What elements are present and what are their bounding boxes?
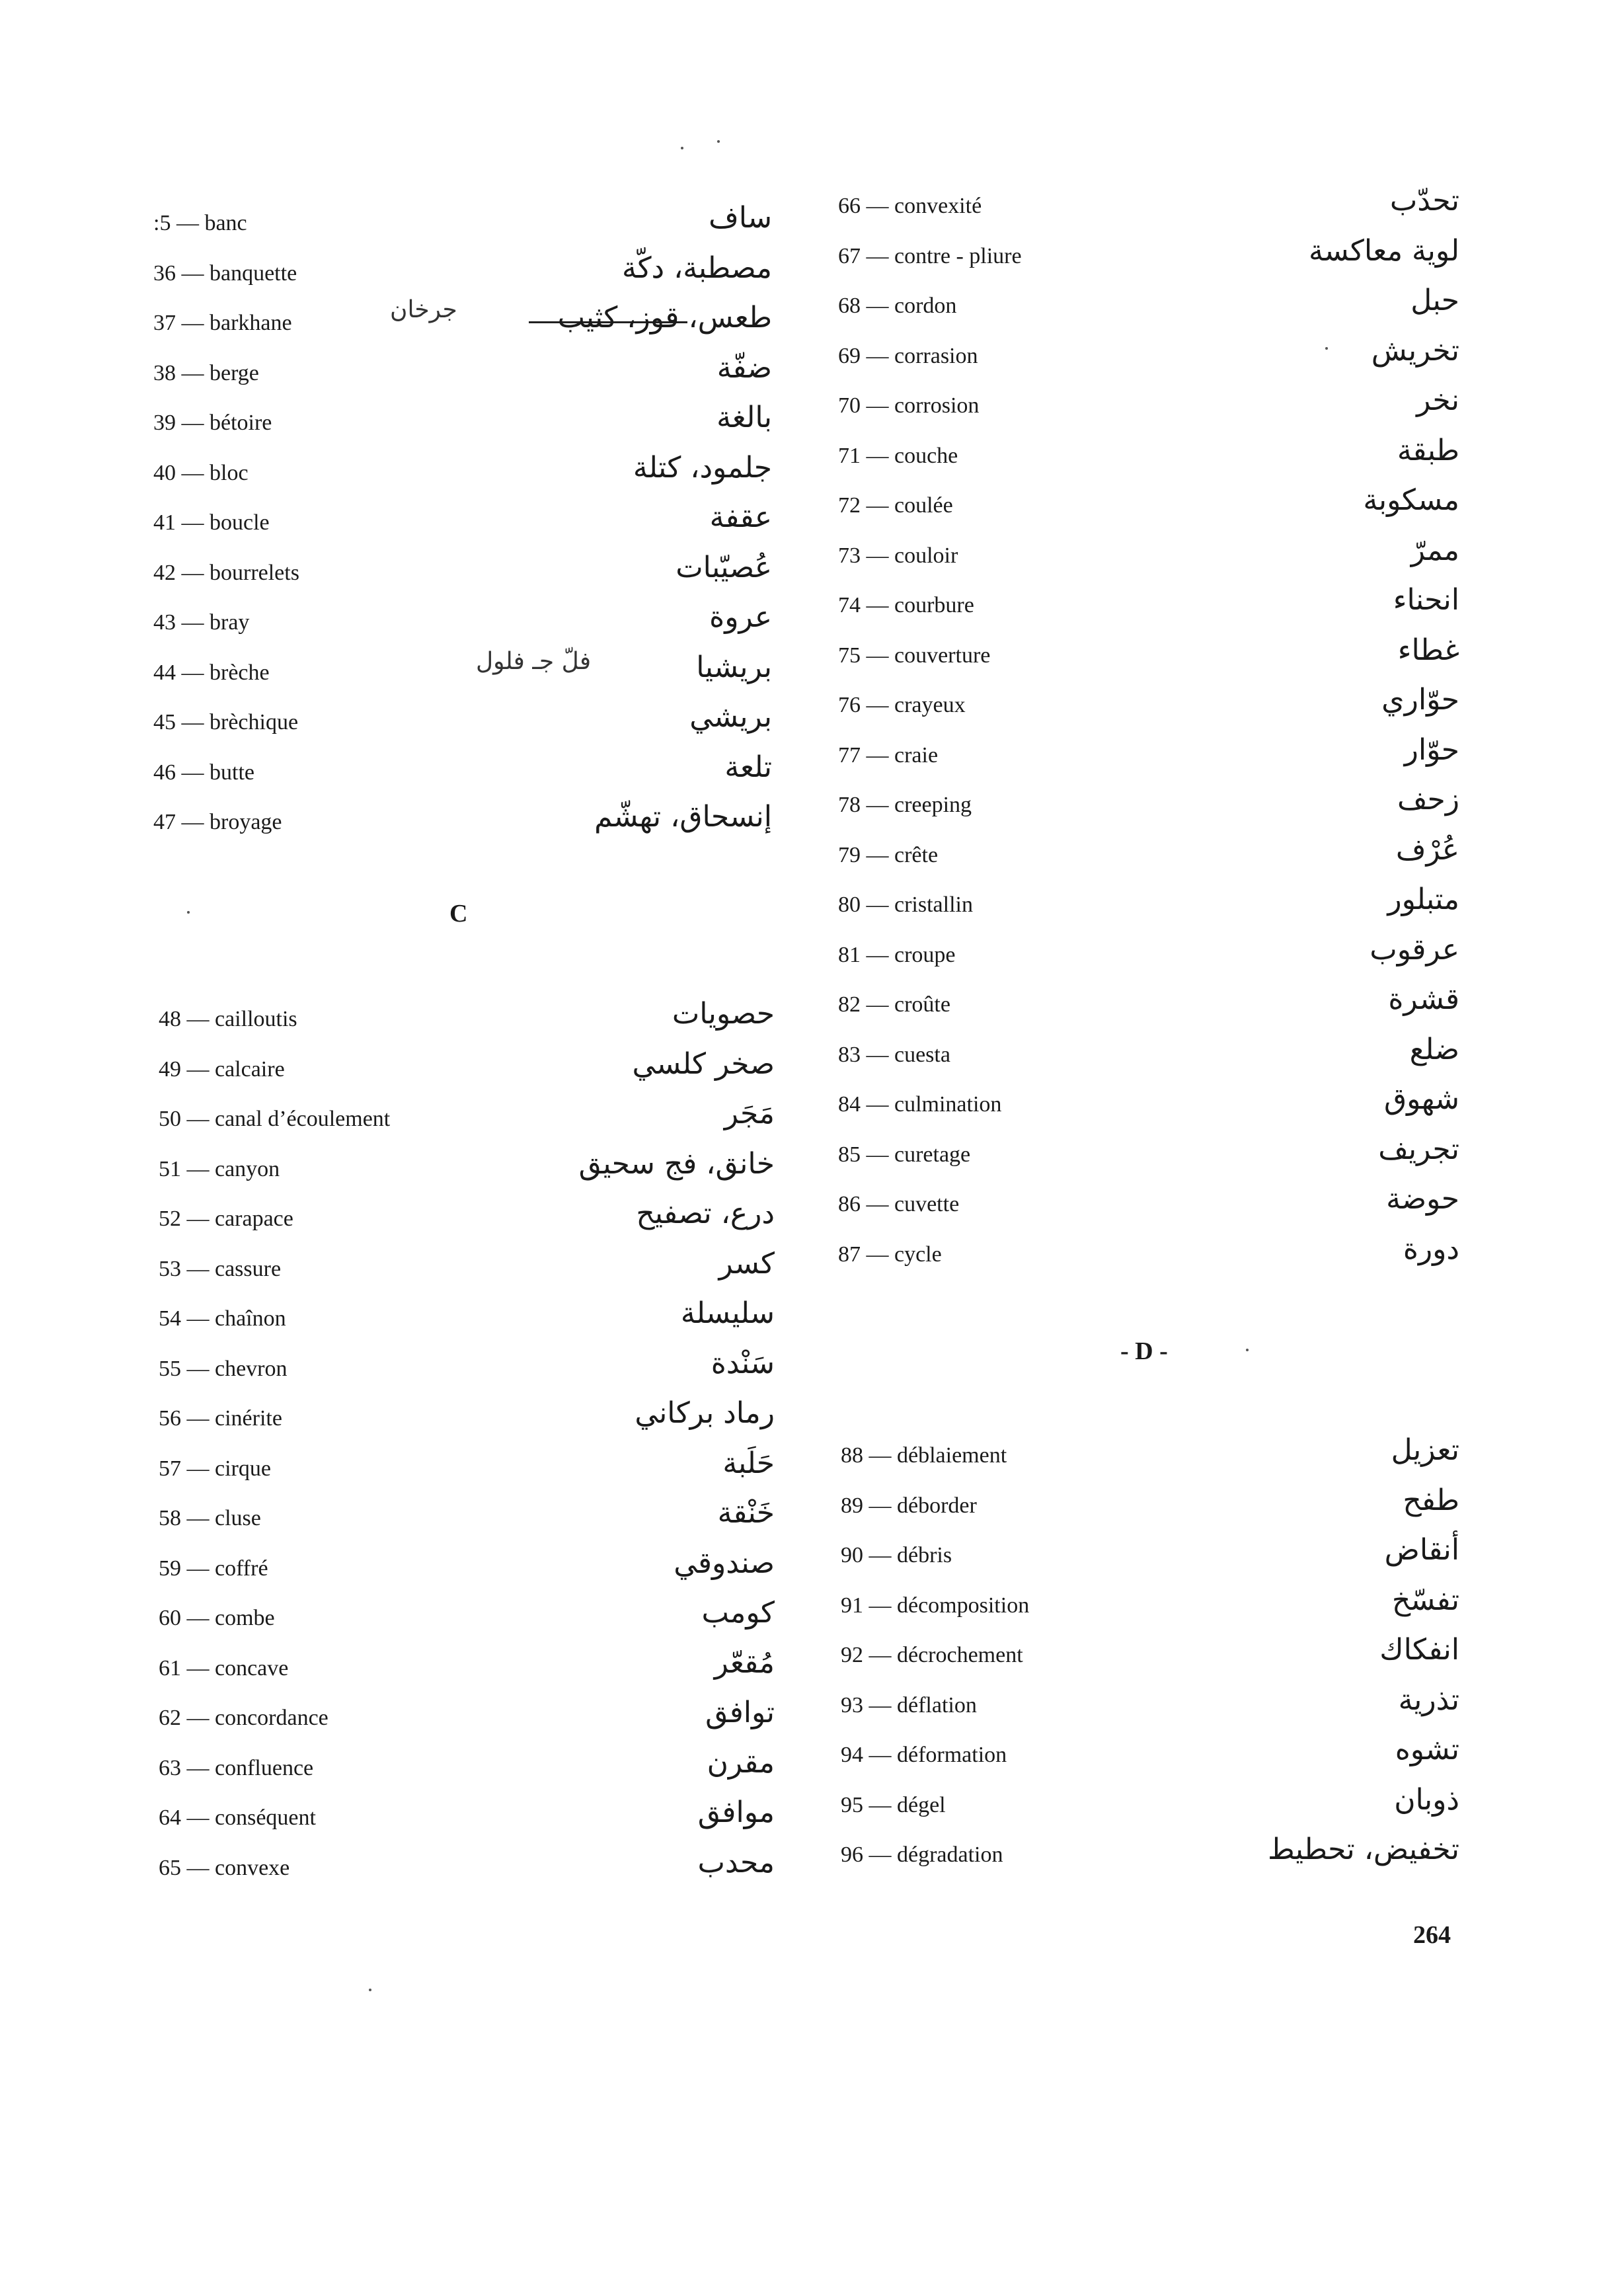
- term-arabic: مصطبة، دكّة: [621, 251, 772, 285]
- term-arabic: قشرة: [1388, 982, 1459, 1016]
- term-arabic: بريشيا: [696, 651, 772, 684]
- term-french: 44 — brèche: [153, 660, 270, 685]
- term-french: 90 — débris: [841, 1543, 952, 1567]
- term-arabic: رماد بركاني: [635, 1396, 775, 1430]
- term-french: 81 — croupe: [838, 943, 956, 967]
- term-french: 52 — carapace: [159, 1207, 293, 1231]
- term-french: 62 — concordance: [159, 1706, 329, 1730]
- term-french: 71 — couche: [838, 444, 958, 468]
- term-french: 41 — boucle: [153, 510, 270, 535]
- term-arabic: كومب: [701, 1596, 775, 1630]
- term-arabic: تعزيل: [1391, 1433, 1459, 1467]
- term-french: 54 — chaînon: [159, 1306, 286, 1331]
- term-arabic: طعس، قوز، كثيب: [557, 301, 772, 335]
- handwritten-note-barkhane: جرخان: [390, 296, 457, 323]
- term-arabic: انفكاك: [1379, 1633, 1459, 1667]
- page-number: 264: [1413, 1921, 1451, 1949]
- term-arabic: صخر كلسي: [632, 1047, 775, 1081]
- term-french: 78 — creeping: [838, 793, 972, 817]
- term-french: 94 — déformation: [841, 1743, 1007, 1767]
- term-arabic: حصويات: [672, 997, 775, 1031]
- term-arabic: ممرّ: [1411, 534, 1459, 567]
- term-french: 48 — cailloutis: [159, 1007, 297, 1031]
- section-heading-d: - D -: [1120, 1337, 1168, 1365]
- term-french: 82 — croûte: [838, 992, 950, 1017]
- term-arabic: مَجَر: [724, 1097, 775, 1130]
- term-french: 74 — courbure: [838, 593, 974, 617]
- term-arabic: تذرية: [1398, 1683, 1459, 1717]
- term-french: 96 — dégradation: [841, 1842, 1003, 1867]
- term-arabic: تفسّخ: [1391, 1583, 1459, 1617]
- term-french: 76 — crayeux: [838, 693, 966, 717]
- term-french: 77 — craie: [838, 743, 939, 768]
- term-french: 86 — cuvette: [838, 1192, 960, 1216]
- term-french: 95 — dégel: [841, 1793, 946, 1817]
- term-arabic: تلعة: [724, 750, 772, 784]
- term-french: 61 — concave: [159, 1656, 289, 1681]
- term-french: 87 — cycle: [838, 1242, 942, 1267]
- term-french: 37 — barkhane: [153, 311, 292, 335]
- term-french: 89 — déborder: [841, 1493, 977, 1518]
- term-arabic: موافق: [697, 1796, 775, 1829]
- term-french: 93 — déflation: [841, 1693, 977, 1718]
- term-arabic: تجريف: [1378, 1132, 1459, 1166]
- term-arabic: عرقوب: [1370, 933, 1459, 967]
- term-arabic: حوّار: [1404, 733, 1459, 767]
- term-arabic: حبل: [1411, 284, 1459, 317]
- term-french: 83 — cuesta: [838, 1043, 950, 1067]
- term-french: 58 — cluse: [159, 1506, 261, 1530]
- term-arabic: تشوه: [1395, 1733, 1459, 1766]
- term-french: 51 — canyon: [159, 1157, 280, 1181]
- term-french: 42 — bourrelets: [153, 561, 299, 585]
- term-french: 49 — calcaire: [159, 1057, 285, 1082]
- term-arabic: مسكوبة: [1363, 483, 1459, 517]
- term-french: 55 — chevron: [159, 1357, 288, 1381]
- term-arabic: ضلع: [1409, 1033, 1459, 1066]
- term-arabic: محدب: [697, 1846, 775, 1880]
- term-arabic: تخريش: [1371, 334, 1459, 368]
- term-arabic: صندوقي: [674, 1546, 775, 1580]
- handwritten-note-breche: فلّ جـ فلول: [476, 648, 592, 675]
- term-french: 39 — bétoire: [153, 411, 272, 435]
- term-french: 92 — décrochement: [841, 1643, 1023, 1667]
- term-french: 59 — coffré: [159, 1556, 268, 1581]
- term-french: 85 — curetage: [838, 1142, 971, 1167]
- term-french: 46 — butte: [153, 760, 254, 785]
- speck: [187, 911, 190, 914]
- term-arabic: مقرن: [707, 1746, 775, 1780]
- term-arabic: ذوبان: [1394, 1783, 1459, 1817]
- term-arabic: حوضة: [1386, 1182, 1459, 1216]
- term-french: 70 — corrosion: [838, 393, 980, 418]
- term-french: 60 — combe: [159, 1606, 275, 1630]
- term-french: 57 — cirque: [159, 1456, 271, 1481]
- term-french: 91 — décomposition: [841, 1593, 1030, 1618]
- term-arabic: توافق: [705, 1696, 775, 1729]
- term-arabic: خَنْقة: [717, 1496, 775, 1530]
- term-arabic: سليسلة: [680, 1296, 775, 1330]
- term-arabic: غطاء: [1397, 633, 1459, 667]
- term-french: 72 — coulée: [838, 493, 953, 518]
- term-french: 68 — cordon: [838, 294, 957, 318]
- term-arabic: درع، تصفيح: [636, 1197, 775, 1230]
- term-french: 79 — crête: [838, 843, 939, 867]
- term-french: 64 — conséquent: [159, 1805, 316, 1830]
- term-french: :5 — banc: [153, 211, 247, 235]
- term-french: 66 — convexité: [838, 194, 982, 218]
- term-arabic: أنقاض: [1384, 1533, 1459, 1567]
- speck: [1246, 1349, 1249, 1351]
- term-arabic: سَنْدة: [711, 1347, 775, 1380]
- term-arabic: حوّاري: [1381, 683, 1459, 717]
- speck: [681, 147, 683, 149]
- term-french: 63 — confluence: [159, 1756, 314, 1780]
- term-arabic: بريشي: [689, 700, 772, 734]
- term-french: 69 — corrasion: [838, 344, 978, 368]
- term-arabic: كسر: [718, 1247, 775, 1281]
- term-french: 53 — cassure: [159, 1257, 282, 1281]
- term-arabic: إنسحاق، تهشّم: [594, 800, 772, 834]
- term-french: 84 — culmination: [838, 1092, 1002, 1117]
- term-french: 65 — convexe: [159, 1856, 290, 1880]
- term-arabic: انحناء: [1393, 583, 1459, 617]
- term-arabic: حَلَبة: [722, 1446, 775, 1480]
- term-french: 56 — cinérite: [159, 1406, 282, 1431]
- speck: [1325, 347, 1328, 350]
- term-arabic: خانق، فج سحيق: [578, 1147, 775, 1181]
- term-french: 47 — broyage: [153, 810, 282, 834]
- term-french: 73 — couloir: [838, 543, 958, 568]
- term-arabic: متبلور: [1387, 883, 1459, 916]
- term-arabic: ضفّة: [716, 351, 772, 385]
- term-arabic: عُصيّبات: [676, 551, 772, 584]
- term-arabic: طبقة: [1397, 434, 1459, 467]
- term-arabic: عُرْف: [1395, 833, 1459, 867]
- term-arabic: مُقعّر: [714, 1646, 775, 1680]
- term-arabic: دورة: [1403, 1232, 1459, 1266]
- term-french: 50 — canal d’écoulement: [159, 1107, 391, 1131]
- term-french: 67 — contre - pliure: [838, 244, 1022, 268]
- term-arabic: لوية معاكسة: [1309, 234, 1459, 268]
- term-arabic: طفح: [1403, 1484, 1459, 1517]
- section-heading-c: C: [449, 900, 468, 928]
- term-arabic: نخر: [1416, 383, 1459, 417]
- term-arabic: بالغة: [716, 401, 772, 434]
- speck: [717, 140, 720, 143]
- term-french: 36 — banquette: [153, 261, 297, 286]
- term-arabic: تخفيض، تحطيط: [1267, 1833, 1459, 1866]
- term-arabic: زحف: [1397, 783, 1459, 816]
- term-arabic: تحدّب: [1389, 184, 1459, 218]
- term-french: 45 — brèchique: [153, 710, 299, 734]
- term-french: 80 — cristallin: [838, 892, 973, 917]
- term-french: 43 — bray: [153, 610, 250, 635]
- term-arabic: عروة: [709, 600, 772, 634]
- term-arabic: شهوق: [1383, 1082, 1459, 1116]
- term-arabic: جلمود، كتلة: [633, 451, 772, 485]
- term-french: 88 — déblaiement: [841, 1443, 1007, 1468]
- term-arabic: عقفة: [709, 500, 772, 534]
- term-french: 38 — berge: [153, 361, 259, 385]
- term-french: 75 — couverture: [838, 643, 991, 668]
- term-french: 40 — bloc: [153, 461, 249, 485]
- speck: [369, 1989, 371, 1991]
- term-arabic: ساف: [709, 201, 772, 235]
